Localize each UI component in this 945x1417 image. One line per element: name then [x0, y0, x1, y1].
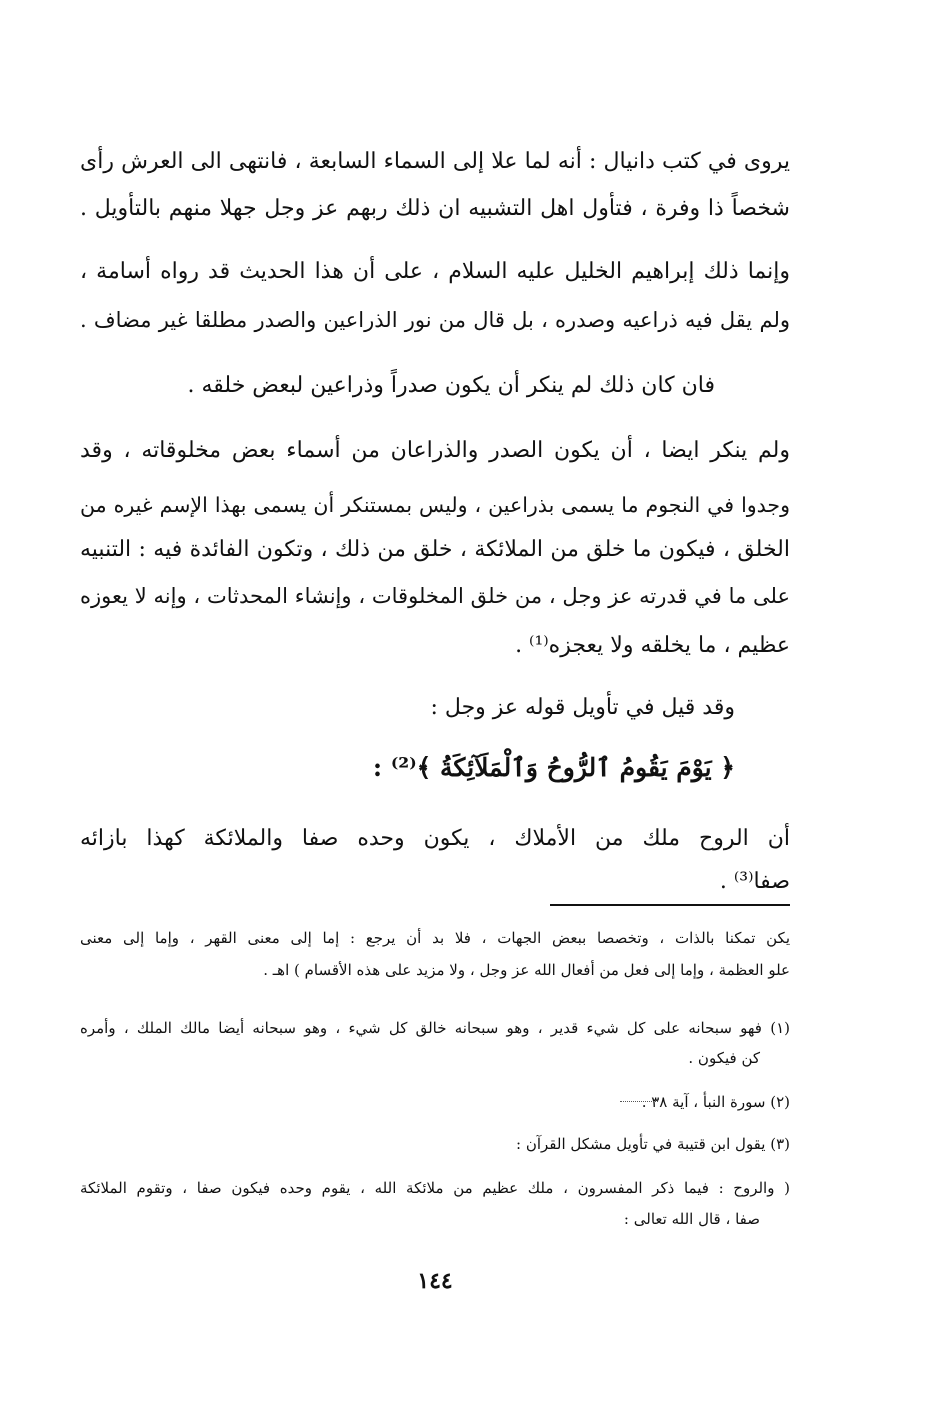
body-line: أن الروح ملك من الأملاك ، يكون وحده صفا والملائكة كهذا بازائه [80, 826, 790, 851]
body-line: ولم ينكر ايضا ، أن يكون الصدر والذراعان من أسماء بعض مخلوقاته ، وقد [80, 438, 790, 463]
body-line: الخلق ، فيكون ما خلق من الملائكة ، خلق من ذلك ، وتكون الفائدة فيه : التنبيه [80, 537, 790, 562]
print-smudge [620, 1101, 658, 1102]
body-line: وإنما ذلك إبراهيم الخليل عليه السلام ، على أن هذا الحديث قد رواه أسامة ، [80, 259, 790, 284]
footnote-line: يكن تمكنا بالذات ، وتخصصا ببعض الجهات ، فلا بد أن يرجع : إما إلى معنى القهر ، وإما إلى معنى [80, 929, 790, 947]
body-line: وجدوا في النجوم ما يسمى بذراعين ، وليس بمستنكر أن يسمى بهذا الإسم غيره من [80, 493, 790, 517]
body-line: على ما في قدرته عز وجل ، من خلق المخلوقات ، وإنشاء المحدثات ، وإنه لا يعوزه [80, 584, 790, 608]
footnote-line: علو العظمة ، وإما إلى فعل من أفعال الله عز وجل ، ولا مزيد على هذه الأقسام ) اهـ . [263, 961, 790, 979]
footnote-line: صفا ، قال الله تعالى : [623, 1210, 760, 1228]
body-line: عظيم ، ما يخلقه ولا يعجزه⁽¹⁾ . [515, 633, 790, 658]
footnote-divider [550, 904, 790, 906]
footnote-line: (٢) سورة النبأ ، آية ٣٨ . [641, 1093, 790, 1111]
body-line: شخصاً ذا وفرة ، فتأول اهل التشبيه ان ذلك ربهم عز وجل جهلا منهم بالتأويل . [80, 196, 790, 221]
body-line: فان كان ذلك لم ينكر أن يكون صدراً وذراعين لبعض خلقه . [187, 373, 715, 398]
body-line: وقد قيل في تأويل قوله عز وجل : [430, 695, 735, 720]
book-page [80, 0, 790, 1417]
footnote-line: ( والروح : فيما ذكر المفسرون ، ملك عظيم من ملائكة الله ، يقوم وحده فيكون صفا ، وتقوم الملائكة [80, 1179, 790, 1197]
body-line: يروى في كتب دانيال : أنه لما علا إلى السماء السابعة ، فانتهى الى العرش رأى [80, 149, 790, 174]
footnote-line: (٣) يقول ابن قتيبة في تأويل مشكل القرآن : [516, 1135, 790, 1153]
footnote-line: كن فيكون . [688, 1049, 760, 1067]
footnote-line: (١) فهو سبحانه على كل شيء قدير ، وهو سبحانه خالق كل شيء ، وهو سبحانه أيضا مالك الملك ، وأمره [80, 1019, 790, 1037]
body-line: ولم يقل فيه ذراعيه وصدره ، بل قال من نور الذراعين والصدر مطلقا غير مضاف . [80, 308, 790, 332]
page-number: ١٤٤ [417, 1268, 453, 1294]
quran-verse: ﴿ يَوْمَ يَقُومُ ٱلرُّوحُ وَٱلْمَلَآئِكَةُ ﴾⁽²⁾ : [372, 753, 735, 782]
body-line: صفا⁽³⁾ . [719, 869, 790, 894]
